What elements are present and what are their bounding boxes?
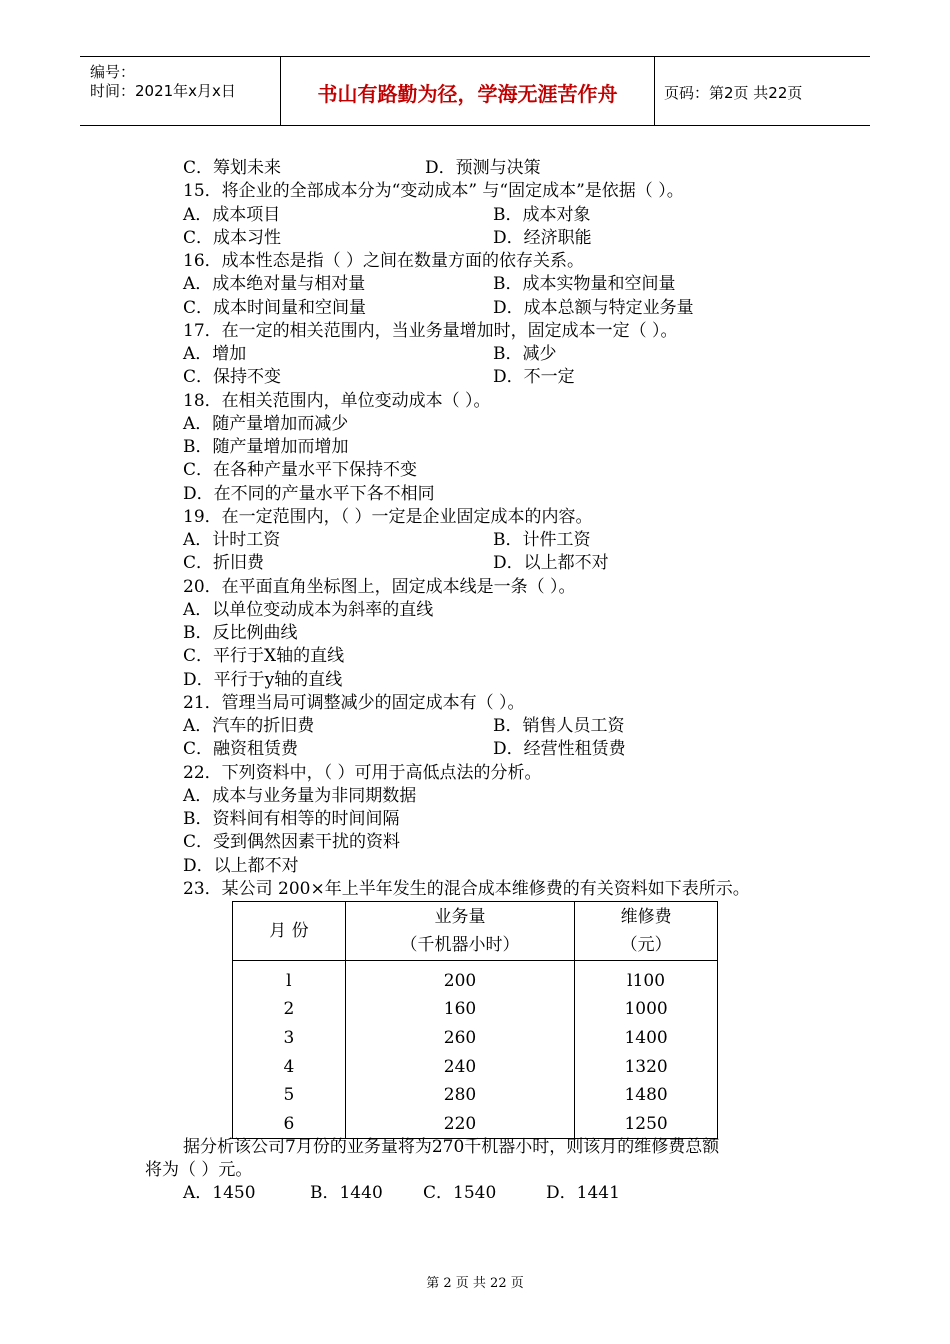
- table-row: 4 240 1320: [233, 1052, 718, 1081]
- question-line: C．筹划未来: [183, 158, 282, 178]
- question-line: 16．成本性态是指（ ）之间在数量方面的依存关系。: [183, 251, 585, 271]
- question-line: 19．在一定范围内，（ ）一定是企业固定成本的内容。: [183, 506, 593, 527]
- question-line: D．在不同的产量水平下各不相同: [183, 483, 435, 504]
- table-header-cost: 维修费 （元）: [575, 902, 718, 961]
- question-line: B．资料间有相等的时间间隔: [183, 809, 400, 829]
- question-line: A．成本绝对量与相对量: [183, 274, 366, 295]
- table-header-row: [233, 902, 718, 961]
- question-line: 20．在平面直角坐标图上，固定成本线是一条（ ）。: [183, 576, 576, 597]
- question-23-option-c: C．1540: [423, 1183, 497, 1203]
- question-line: C．成本习性: [183, 227, 282, 248]
- question-line: 17．在一定的相关范围内，当业务量增加时，固定成本一定（ ）。: [183, 320, 678, 341]
- question-line: D．以上都不对: [183, 855, 299, 876]
- question-option-right: B．减少: [493, 344, 557, 364]
- question-option-right: D．成本总额与特定业务量: [493, 297, 694, 318]
- question-line: 22．下列资料中，（ ）可用于高低点法的分析。: [183, 762, 542, 783]
- question-option-right: B．计件工资: [493, 530, 591, 550]
- table-row: 6 220 1250: [233, 1109, 718, 1138]
- document-number-label: 编号：: [90, 63, 136, 81]
- question-line: C．受到偶然因素干扰的资料: [183, 832, 401, 853]
- question-line: C．在各种产量水平下保持不变: [183, 460, 418, 481]
- header-motto-cell: [280, 57, 655, 125]
- header-motto: 书山有路勤为径，学海无涯苦作舟: [317, 82, 618, 106]
- question-line: 21．管理当局可调整减少的固定成本有（ ）。: [183, 692, 525, 713]
- question-23-text: 据分析该公司7月份的业务量将为270千机器小时，则该月的维修费总额: [183, 1137, 720, 1157]
- question-line: A．增加: [183, 344, 247, 364]
- question-line: C．成本时间量和空间量: [183, 297, 367, 318]
- document-date-label: 时间：2021年x月x日: [90, 82, 236, 100]
- question-option-right: D．以上都不对: [493, 553, 609, 574]
- question-23-option-b: B．1440: [310, 1183, 383, 1203]
- question-23-option-d: D．1441: [546, 1183, 620, 1203]
- question-option-right: D．不一定: [493, 367, 575, 388]
- question-line: C．融资租赁费: [183, 739, 299, 760]
- table-row: 2 160 1000: [233, 995, 718, 1024]
- question-line: 18．在相关范围内，单位变动成本（ ）。: [183, 390, 491, 411]
- question-line: B．反比例曲线: [183, 623, 298, 643]
- table-row: 5 280 1480: [233, 1081, 718, 1110]
- question-line: A．成本项目: [183, 204, 281, 225]
- question-line: C．折旧费: [183, 553, 265, 574]
- question-line: A．成本与业务量为非同期数据: [183, 785, 417, 806]
- header-page-cell: [654, 57, 870, 125]
- question-line: C．保持不变: [183, 367, 282, 388]
- question-option-right: B．成本对象: [493, 204, 591, 225]
- table-header-month: 月 份: [233, 902, 346, 961]
- question-option-right: B．成本实物量和空间量: [493, 274, 676, 295]
- table-row: l 200 l100: [233, 967, 718, 996]
- table-row: 3 260 1400: [233, 1024, 718, 1053]
- maintenance-cost-table: [232, 901, 718, 1139]
- question-line: C．平行于X轴的直线: [183, 646, 345, 667]
- question-line: B．随产量增加而增加: [183, 437, 349, 457]
- question-option-right: D．经营性租赁费: [493, 739, 626, 760]
- question-option-right: D．经济职能: [493, 227, 592, 248]
- question-option-right: B．销售人员工资: [493, 716, 625, 736]
- header-meta-cell: [80, 57, 280, 125]
- question-23-text-cont: 将为（ ）元。: [145, 1160, 253, 1180]
- question-line: A．以单位变动成本为斜率的直线: [183, 599, 434, 620]
- page-footer: 第 2 页 共 22 页: [426, 1276, 524, 1291]
- question-line: A．计时工资: [183, 530, 281, 550]
- document-header: [80, 56, 870, 126]
- question-line: A．随产量增加而减少: [183, 413, 349, 434]
- table-header-volume: 业务量 （千机器小时）: [345, 902, 574, 961]
- question-23-option-a: A．1450: [183, 1183, 256, 1203]
- header-page-info: 页码：第2页 共22页: [664, 84, 803, 102]
- question-line: D．平行于y轴的直线: [183, 669, 343, 690]
- question-line: 23．某公司 200×年上半年发生的混合成本维修费的有关资料如下表所示。: [183, 878, 750, 899]
- question-line: 15．将企业的全部成本分为“变动成本” 与“固定成本”是依据（ ）。: [183, 181, 684, 202]
- question-line: A．汽车的折旧费: [183, 716, 315, 736]
- question-option-right: D．预测与决策: [425, 158, 541, 178]
